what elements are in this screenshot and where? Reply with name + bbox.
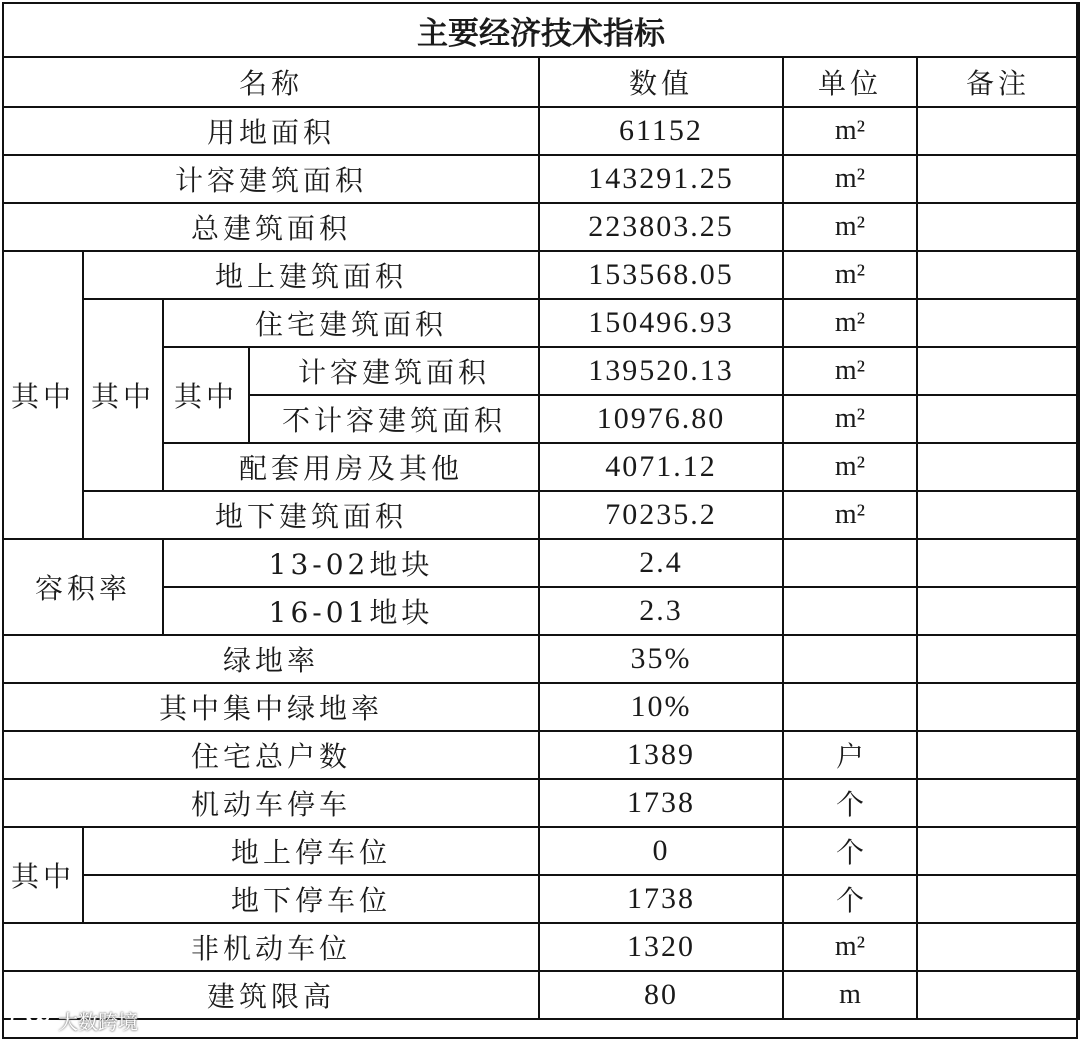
table-row: [3, 875, 1079, 923]
row-unit: m²: [783, 347, 917, 395]
row-value: 1320: [539, 923, 783, 971]
row-name: 建筑限高: [3, 971, 539, 1019]
row-name: 非机动车位: [3, 923, 539, 971]
row-unit: m²: [783, 395, 917, 443]
row-name: 绿地率: [3, 635, 539, 683]
row-note: [917, 539, 1079, 587]
row-value: 10%: [539, 683, 783, 731]
row-value: 2.3: [539, 587, 783, 635]
row-name: 不计容建筑面积: [249, 395, 539, 443]
row-value: 153568.05: [539, 251, 783, 299]
row-note: [917, 155, 1079, 203]
table-row: [3, 635, 1079, 683]
row-value: 35%: [539, 635, 783, 683]
table-row: [3, 203, 1079, 251]
table-row: [3, 443, 1079, 491]
row-value: 1738: [539, 875, 783, 923]
row-value: 70235.2: [539, 491, 783, 539]
row-unit: [783, 683, 917, 731]
row-unit: m²: [783, 299, 917, 347]
table-row: [3, 491, 1079, 539]
far-label: 容积率: [3, 539, 163, 635]
row-name: 地下建筑面积: [83, 491, 539, 539]
table-row: [3, 827, 1079, 875]
row-unit: m²: [783, 443, 917, 491]
row-name: 住宅建筑面积: [163, 299, 539, 347]
row-note: [917, 347, 1079, 395]
header-row: [3, 57, 1079, 107]
group-label: 其中: [163, 347, 249, 443]
table-row: [3, 587, 1079, 635]
row-name: 机动车停车: [3, 779, 539, 827]
row-value: 80: [539, 971, 783, 1019]
row-name: 住宅总户数: [3, 731, 539, 779]
row-note: [917, 683, 1079, 731]
table-row: [3, 683, 1079, 731]
row-value: 223803.25: [539, 203, 783, 251]
row-note: [917, 731, 1079, 779]
header-value: 数值: [539, 57, 783, 107]
row-name: 地上停车位: [83, 827, 539, 875]
row-note: [917, 827, 1079, 875]
row-note: [917, 491, 1079, 539]
row-note: [917, 635, 1079, 683]
row-unit: 户: [783, 731, 917, 779]
row-value: 2.4: [539, 539, 783, 587]
indicator-table: [2, 2, 1080, 1020]
row-value: 61152: [539, 107, 783, 155]
row-name: 其中集中绿地率: [3, 683, 539, 731]
row-value: 143291.25: [539, 155, 783, 203]
row-name: 总建筑面积: [3, 203, 539, 251]
row-value: 0: [539, 827, 783, 875]
row-unit: m²: [783, 491, 917, 539]
row-note: [917, 875, 1079, 923]
table-row: [3, 251, 1079, 299]
row-value: 1738: [539, 779, 783, 827]
table-row: [3, 155, 1079, 203]
watermark-text: 大数跨境: [58, 1009, 138, 1034]
row-name: 地下停车位: [83, 875, 539, 923]
row-name: 配套用房及其他: [163, 443, 539, 491]
row-unit: [783, 635, 917, 683]
row-unit: m²: [783, 155, 917, 203]
row-value: 150496.93: [539, 299, 783, 347]
watermark: [10, 1006, 138, 1034]
row-unit: m²: [783, 923, 917, 971]
header-unit: 单位: [783, 57, 917, 107]
row-unit: 个: [783, 875, 917, 923]
row-note: [917, 395, 1079, 443]
table-row: [3, 347, 1079, 395]
row-unit: 个: [783, 779, 917, 827]
row-note: [917, 107, 1079, 155]
group-label: 其中: [83, 299, 163, 491]
header-note: 备注: [917, 57, 1079, 107]
row-note: [917, 299, 1079, 347]
row-unit: m²: [783, 107, 917, 155]
title-row: [3, 3, 1079, 57]
row-name: 计容建筑面积: [3, 155, 539, 203]
row-note: [917, 779, 1079, 827]
row-value: 139520.13: [539, 347, 783, 395]
row-value: 1389: [539, 731, 783, 779]
row-name: 计容建筑面积: [249, 347, 539, 395]
row-unit: m²: [783, 203, 917, 251]
table-title: 主要经济技术指标: [3, 3, 1079, 57]
row-note: [917, 251, 1079, 299]
table-row: [3, 971, 1079, 1019]
row-value: 10976.80: [539, 395, 783, 443]
table-row: [3, 779, 1079, 827]
row-unit: m: [783, 971, 917, 1019]
table-row: [3, 299, 1079, 347]
table-row: [3, 731, 1079, 779]
row-name: 13-02地块: [163, 539, 539, 587]
table-row: [3, 539, 1079, 587]
row-unit: [783, 587, 917, 635]
row-name: 用地面积: [3, 107, 539, 155]
header-name: 名称: [3, 57, 539, 107]
row-name: 16-01地块: [163, 587, 539, 635]
watermark-logo-icon: [10, 1008, 52, 1032]
row-note: [917, 971, 1079, 1019]
row-note: [917, 443, 1079, 491]
group-label: 其中: [3, 251, 83, 539]
row-note: [917, 203, 1079, 251]
row-name: 地上建筑面积: [83, 251, 539, 299]
row-note: [917, 923, 1079, 971]
row-note: [917, 587, 1079, 635]
table-row: [3, 923, 1079, 971]
row-value: 4071.12: [539, 443, 783, 491]
row-unit: [783, 539, 917, 587]
row-unit: m²: [783, 251, 917, 299]
row-unit: 个: [783, 827, 917, 875]
group-label: 其中: [3, 827, 83, 923]
table-row: [3, 107, 1079, 155]
